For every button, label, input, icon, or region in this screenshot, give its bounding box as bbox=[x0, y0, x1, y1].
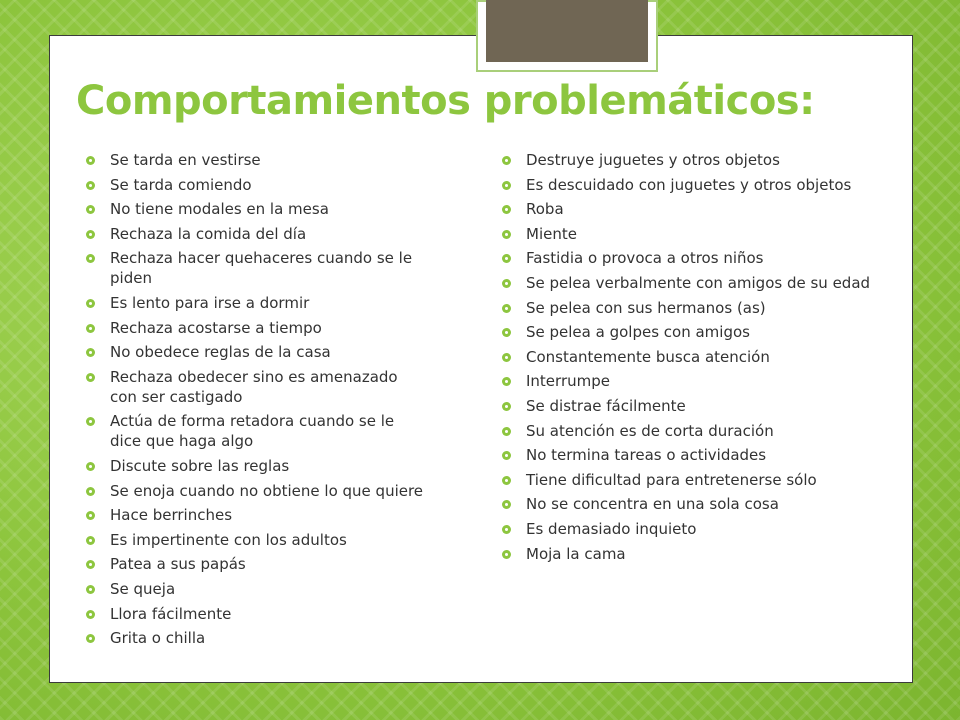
decorative-block bbox=[486, 0, 648, 62]
circle-bullet-icon bbox=[86, 230, 95, 239]
list-item bbox=[78, 248, 428, 288]
list-item bbox=[494, 150, 874, 170]
circle-bullet-icon bbox=[502, 328, 511, 337]
list-item bbox=[494, 347, 874, 367]
list-item-text: No se concentra en una sola cosa bbox=[526, 495, 779, 514]
list-item-text: Fastidia o provoca a otros niños bbox=[526, 249, 764, 268]
right-bullet-list bbox=[494, 150, 874, 568]
circle-bullet-icon bbox=[502, 402, 511, 411]
list-item bbox=[78, 530, 428, 550]
list-item-text: Rechaza acostarse a tiempo bbox=[110, 318, 322, 337]
list-item-text: Hace berrinches bbox=[110, 506, 233, 525]
list-item-text: No obedece reglas de la casa bbox=[110, 343, 331, 362]
list-item-text: Es lento para irse a dormir bbox=[110, 293, 310, 312]
circle-bullet-icon bbox=[86, 560, 95, 569]
list-item-text: Rechaza la comida del día bbox=[110, 224, 307, 243]
list-item-text: Se tarda comiendo bbox=[110, 175, 252, 194]
circle-bullet-icon bbox=[502, 525, 511, 534]
list-item bbox=[78, 342, 428, 362]
circle-bullet-icon bbox=[86, 417, 95, 426]
list-item-text: Miente bbox=[526, 224, 577, 243]
list-item bbox=[494, 273, 874, 293]
circle-bullet-icon bbox=[502, 377, 511, 386]
circle-bullet-icon bbox=[86, 487, 95, 496]
list-item bbox=[78, 604, 428, 624]
list-item-text: Roba bbox=[526, 200, 564, 219]
list-item-text: Rechaza obedecer sino es amenazado con ser castigado bbox=[110, 367, 398, 406]
list-item bbox=[78, 505, 428, 525]
list-item bbox=[494, 224, 874, 244]
list-item-text: Se pelea con sus hermanos (as) bbox=[526, 298, 766, 317]
list-item bbox=[78, 224, 428, 244]
list-item-text: Se pelea a golpes con amigos bbox=[526, 323, 750, 342]
circle-bullet-icon bbox=[86, 462, 95, 471]
circle-bullet-icon bbox=[86, 634, 95, 643]
list-item bbox=[78, 318, 428, 338]
circle-bullet-icon bbox=[502, 451, 511, 460]
circle-bullet-icon bbox=[502, 500, 511, 509]
list-item bbox=[494, 298, 874, 318]
circle-bullet-icon bbox=[86, 511, 95, 520]
circle-bullet-icon bbox=[502, 254, 511, 263]
circle-bullet-icon bbox=[86, 156, 95, 165]
circle-bullet-icon bbox=[86, 205, 95, 214]
list-item bbox=[494, 322, 874, 342]
list-item bbox=[494, 175, 874, 195]
list-item-text: Es descuidado con juguetes y otros objetos bbox=[526, 175, 852, 194]
list-item-text: Grita o chilla bbox=[110, 629, 206, 648]
list-item bbox=[78, 481, 428, 501]
list-item-text: Es demasiado inquieto bbox=[526, 519, 697, 538]
list-item-text: Tiene dificultad para entretenerse sólo bbox=[526, 470, 817, 489]
circle-bullet-icon bbox=[502, 353, 511, 362]
circle-bullet-icon bbox=[86, 254, 95, 263]
list-item-text: Se enoja cuando no obtiene lo que quiere bbox=[110, 481, 424, 500]
circle-bullet-icon bbox=[502, 304, 511, 313]
list-item-text: Su atención es de corta duración bbox=[526, 421, 774, 440]
list-item-text: Se queja bbox=[110, 579, 176, 598]
list-item-text: Discute sobre las reglas bbox=[110, 456, 290, 475]
circle-bullet-icon bbox=[86, 536, 95, 545]
circle-bullet-icon bbox=[502, 279, 511, 288]
list-item bbox=[78, 628, 428, 648]
list-item-text: Se distrae fácilmente bbox=[526, 396, 686, 415]
list-item bbox=[78, 175, 428, 195]
list-item-text: Actúa de forma retadora cuando se le dice que haga algo bbox=[110, 412, 395, 451]
list-item bbox=[78, 199, 428, 219]
circle-bullet-icon bbox=[86, 348, 95, 357]
list-item bbox=[494, 470, 874, 490]
circle-bullet-icon bbox=[502, 230, 511, 239]
list-item-text: Destruye juguetes y otros objetos bbox=[526, 151, 780, 169]
list-item bbox=[494, 396, 874, 416]
list-item bbox=[78, 554, 428, 574]
list-item-text: Llora fácilmente bbox=[110, 604, 232, 623]
circle-bullet-icon bbox=[86, 299, 95, 308]
list-item bbox=[78, 411, 428, 451]
list-item-text: Se tarda en vestirse bbox=[110, 151, 261, 169]
list-item-text: Moja la cama bbox=[526, 544, 626, 563]
list-item-text: Constantemente busca atención bbox=[526, 347, 770, 366]
list-item bbox=[78, 293, 428, 313]
list-item bbox=[78, 456, 428, 476]
list-item bbox=[78, 579, 428, 599]
list-item bbox=[78, 367, 428, 407]
list-item bbox=[494, 248, 874, 268]
circle-bullet-icon bbox=[86, 181, 95, 190]
list-item-text: Rechaza hacer quehaceres cuando se le piden bbox=[110, 249, 413, 288]
list-item-text: No termina tareas o actividades bbox=[526, 446, 767, 465]
circle-bullet-icon bbox=[502, 427, 511, 436]
list-item-text: Se pelea verbalmente con amigos de su edad bbox=[526, 273, 871, 292]
list-item-text: Patea a sus papás bbox=[110, 555, 246, 574]
circle-bullet-icon bbox=[86, 373, 95, 382]
list-item-text: No tiene modales en la mesa bbox=[110, 200, 329, 219]
circle-bullet-icon bbox=[502, 205, 511, 214]
circle-bullet-icon bbox=[502, 181, 511, 190]
list-item bbox=[494, 371, 874, 391]
list-item bbox=[494, 544, 874, 564]
list-item bbox=[494, 199, 874, 219]
left-bullet-list bbox=[78, 150, 428, 653]
list-item bbox=[494, 445, 874, 465]
list-item bbox=[494, 494, 874, 514]
list-item bbox=[78, 150, 428, 170]
circle-bullet-icon bbox=[86, 585, 95, 594]
circle-bullet-icon bbox=[502, 550, 511, 559]
circle-bullet-icon bbox=[86, 324, 95, 333]
circle-bullet-icon bbox=[502, 156, 511, 165]
slide-title: Comportamientos problemáticos: bbox=[76, 78, 815, 124]
circle-bullet-icon bbox=[86, 610, 95, 619]
list-item bbox=[494, 519, 874, 539]
list-item-text: Es impertinente con los adultos bbox=[110, 530, 347, 549]
list-item bbox=[494, 421, 874, 441]
list-item-text: Interrumpe bbox=[526, 372, 610, 391]
circle-bullet-icon bbox=[502, 476, 511, 485]
